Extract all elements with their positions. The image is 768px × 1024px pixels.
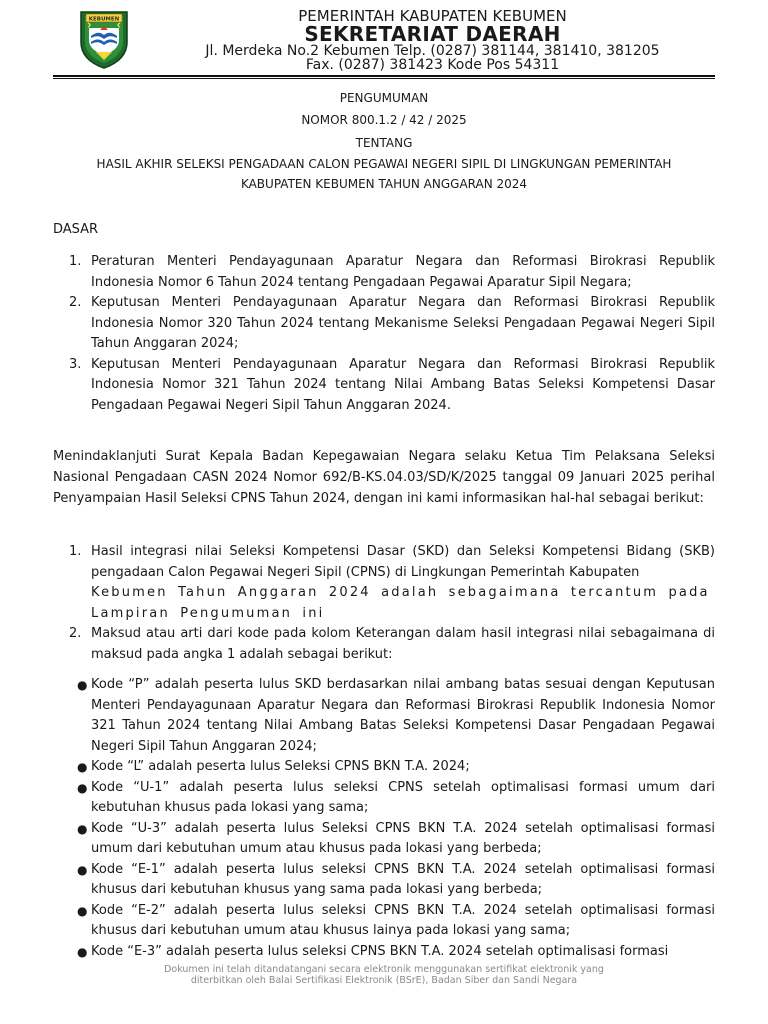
dasar-list: [53, 252, 715, 416]
letterhead-office: SEKRETARIAT DAERAH: [304, 22, 561, 46]
announcement-point: [53, 624, 715, 665]
code-definition-text: Kode “P” adalah peserta lulus SKD berdasarkan nilai ambang batas sesuai dengan Keputusan Menteri Pendayagunaan Aparatur Negara dan Reformasi Birokrasi Republik Indonesia Nomor 321 Tahun 2024 tentang Nilai Ambang Batas Seleksi Kompetensi Dasar Pengadaan Pegawai Negeri Sipil Tahun Anggaran 2024;: [91, 677, 715, 754]
intro-paragraph: Menindaklanjuti Surat Kepala Badan Kepegawaian Negara selaku Ketua Tim Pelaksana Seleksi Nasional Pengadaan CASN 2024 Nomor 692/B-KS.04.03/SD/K/2025 tanggal 09 Januari 2025 perihal Penyampaian Hasil Seleksi CPNS Tahun 2024, dengan ini kami informasikan hal-hal sebagai berikut:: [53, 449, 715, 506]
bullet-icon: ●: [77, 678, 88, 692]
code-definition-text: Kode “U-3” adalah peserta lulus Seleksi CPNS BKN T.A. 2024 setelah optimalisasi formasi umum dari kebutuhan umum atau khusus pada lokasi yang berbeda;: [91, 820, 715, 856]
announcement-point: [53, 542, 715, 624]
code-definition-text: Kode “U-1” adalah peserta lulus seleksi CPNS setelah optimalisasi formasi umum dari kebutuhan khusus pada lokasi yang sama;: [91, 779, 715, 815]
code-definition-item: [53, 860, 715, 901]
point-number: 1.: [69, 544, 82, 559]
letterhead-address: Jl. Merdeka No.2 Kebumen Telp. (0287) 381144, 381410, 381205: [205, 43, 660, 59]
bullet-icon: ●: [77, 780, 88, 795]
dasar-item: [53, 252, 715, 293]
footer-line: Dokumen ini telah ditandatangani secara elektronik menggunakan sertifikat elektronik yang: [164, 964, 604, 975]
announcement-number: NOMOR 800.1.2 / 42 / 2025: [301, 113, 467, 127]
point-number: 2.: [69, 626, 82, 641]
letterhead-government: PEMERINTAH KABUPATEN KEBUMEN: [298, 7, 567, 25]
point-text-spaced-line2: Lampiran Pengumuman ini: [91, 605, 325, 621]
announcement-about: TENTANG: [355, 136, 413, 150]
letterhead-divider: [53, 75, 715, 77]
point-text: Hasil integrasi nilai Seleksi Kompetensi Dasar (SKD) dan Seleksi Kompetensi Bidang (SKB) pengadaan Calon Pegawai Negeri Sipil (CPNS) di Lingkungan Pemerintah Kabupaten: [91, 544, 715, 580]
point-text-spaced-line1: Kebumen Tahun Anggaran 2024 adalah sebagaimana tercantum pada: [91, 585, 710, 600]
dasar-item: [53, 293, 715, 355]
point-text: Maksud atau arti dari kode pada kolom Keterangan dalam hasil integrasi nilai sebagaimana di maksud pada angka 1 adalah sebagai berikut:: [91, 626, 715, 662]
letterhead-divider-thin: [53, 78, 715, 79]
dasar-item-text: Keputusan Menteri Pendayagunaan Aparatur Negara dan Reformasi Birokrasi Republik Indonesia Nomor 321 Tahun 2024 tentang Nilai Ambang Batas Seleksi Kompetensi Dasar Pengadaan Pegawai Negeri Sipil Tahun Anggaran 2024.: [91, 356, 715, 413]
bullet-icon: ●: [77, 760, 88, 774]
code-definition-item: [53, 901, 715, 942]
code-definition-item: [53, 819, 715, 860]
bullet-icon: ●: [77, 821, 88, 836]
footer-line: diterbitkan oleh Balai Sertifikasi Elektronik (BSrE), Badan Siber dan Sandi Negara: [190, 975, 578, 986]
dasar-heading: DASAR: [53, 222, 99, 237]
dasar-item-number: 3.: [69, 356, 82, 372]
announcement-heading: PENGUMUMAN: [339, 91, 429, 105]
code-definition-item: [53, 675, 715, 757]
code-definition-text: Kode “E-3” adalah peserta lulus seleksi CPNS BKN T.A. 2024 setelah optimalisasi formasi: [91, 943, 669, 959]
bullet-icon: ●: [77, 944, 88, 959]
kebumen-coat-of-arms-logo: [78, 8, 130, 70]
letterhead-fax: Fax. (0287) 381423 Kode Pos 54311: [305, 57, 560, 73]
dasar-item-number: 2.: [69, 295, 82, 310]
dasar-item-number: 1.: [69, 254, 82, 269]
logo-banner-text: KEBUMEN: [88, 16, 120, 23]
code-definition-text: Kode “L” adalah peserta lulus Seleksi CPNS BKN T.A. 2024;: [91, 759, 470, 774]
announcement-subject-line1: HASIL AKHIR SELEKSI PENGADAAN CALON PEGAWAI NEGERI SIPIL DI LINGKUNGAN PEMERINTAH: [96, 157, 672, 171]
electronic-signature-footer: [100, 964, 668, 986]
bullet-icon: ●: [77, 862, 88, 877]
code-definition-text: Kode “E-1” adalah peserta lulus seleksi CPNS BKN T.A. 2024 setelah optimalisasi formasi khusus dari kebutuhan khusus yang sama pada lokasi yang berbeda;: [91, 861, 715, 897]
dasar-item: [53, 355, 715, 417]
code-definition-item: [53, 757, 715, 778]
code-definitions-list: [53, 675, 715, 962]
dasar-item-text: Keputusan Menteri Pendayagunaan Aparatur Negara dan Reformasi Birokrasi Republik Indonesia Nomor 320 Tahun 2024 tentang Mekanisme Seleksi Pengadaan Pegawai Negeri Sipil Tahun Anggaran 2024;: [91, 295, 715, 351]
bullet-icon: ●: [77, 903, 88, 918]
dasar-item-text: Peraturan Menteri Pendayagunaan Aparatur Negara dan Reformasi Birokrasi Republik Indonesia Nomor 6 Tahun 2024 tentang Pengadaan Pegawai Aparatur Sipil Negara;: [91, 254, 715, 290]
announcement-points-list: [53, 542, 715, 665]
code-definition-item: [53, 942, 715, 963]
code-definition-text: Kode “E-2” adalah peserta lulus seleksi CPNS BKN T.A. 2024 setelah optimalisasi formasi khusus dari kebutuhan umum atau khusus lainya pada lokasi yang sama;: [91, 902, 715, 938]
code-definition-item: [53, 778, 715, 819]
announcement-subject-line2: KABUPATEN KEBUMEN TAHUN ANGGARAN 2024: [240, 177, 528, 191]
